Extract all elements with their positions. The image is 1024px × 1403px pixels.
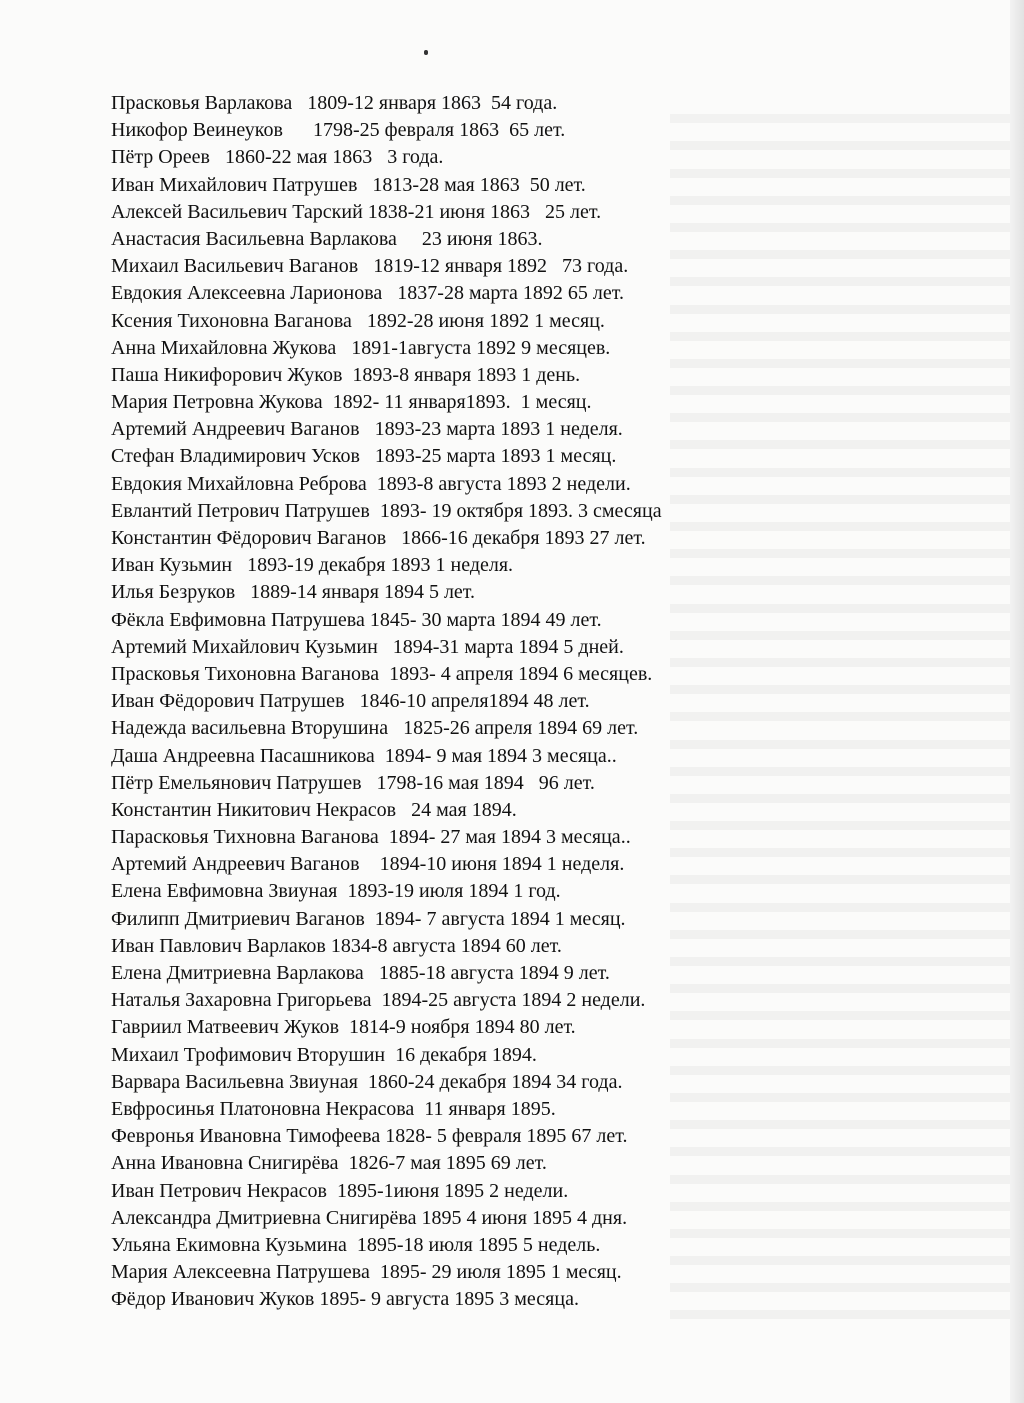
bleed-line (670, 150, 1010, 177)
record-line: Мария Петровна Жукова 1892- 11 января1893. 1 месяц. (111, 391, 592, 414)
bleed-line (670, 1075, 1010, 1102)
page-edge-shadow (1010, 0, 1024, 1403)
record-line: Евдокия Михайловна Реброва 1893-8 августа 1893 2 недели. (111, 472, 631, 495)
record-line: Иван Фёдорович Патрушев 1846-10 апреля1894 48 лет. (111, 690, 590, 713)
bleed-line (670, 1048, 1010, 1075)
bleed-line (670, 667, 1010, 694)
bleed-line (670, 884, 1010, 911)
record-line: Анастасия Васильевна Варлакова 23 июня 1863. (111, 227, 543, 250)
bleed-line (670, 205, 1010, 232)
record-line: Парасковья Тихновна Ваганова 1894- 27 мая 1894 3 месяца.. (111, 826, 631, 849)
bleed-line (670, 1102, 1010, 1129)
bleed-line (670, 259, 1010, 286)
record-line: Прасковья Тихоновна Ваганова 1893- 4 апреля 1894 6 месяцев. (111, 662, 653, 685)
bleed-line (670, 776, 1010, 803)
record-line: Анна Ивановна Снигирёва 1826-7 мая 1895 69 лет. (111, 1152, 547, 1175)
record-line: Паша Никифорович Жуков 1893-8 января 1893 1 день. (111, 363, 581, 386)
bleed-line (670, 830, 1010, 857)
record-line: Ульяна Екимовна Кузьмина 1895-18 июля 1895 5 недель. (111, 1233, 601, 1256)
bleed-line (670, 368, 1010, 395)
record-line: Михаил Трофимович Вторушин 16 декабря 1894. (111, 1043, 537, 1066)
bleed-line (670, 857, 1010, 884)
bleed-line (670, 232, 1010, 259)
bleed-line (670, 286, 1010, 313)
bleed-line (670, 640, 1010, 667)
bleed-line (670, 531, 1010, 558)
record-line: Елена Евфимовна Звиуная 1893-19 июля 1894 1 год. (111, 880, 561, 903)
ink-dot (424, 50, 428, 55)
bleed-line (670, 422, 1010, 449)
record-line: Артемий Андреевич Ваганов 1894-10 июня 1894 1 неделя. (111, 853, 625, 876)
record-line: Пётр Емельянович Патрушев 1798-16 мая 1894 96 лет. (111, 771, 595, 794)
record-line: Стефан Владимирович Усков 1893-25 марта 1893 1 месяц. (111, 445, 617, 468)
record-line: Иван Петрович Некрасов 1895-1июня 1895 2 недели. (111, 1179, 569, 1202)
record-line: Никофор Веинеуков 1798-25 февраля 1863 65 лет. (111, 119, 566, 142)
bleed-line (670, 477, 1010, 504)
bleed-line (670, 1020, 1010, 1047)
record-line: Наталья Захаровна Григорьева 1894-25 августа 1894 2 недели. (111, 989, 646, 1012)
bleed-line (670, 585, 1010, 612)
record-line: Евлантий Петрович Патрушев 1893- 19 октября 1893. 3 смесяца (111, 499, 662, 522)
bleed-line (670, 558, 1010, 585)
bleed-line (670, 178, 1010, 205)
record-line: Надежда васильевна Вторушина 1825-26 апреля 1894 69 лет. (111, 717, 639, 740)
record-line: Иван Михайлович Патрушев 1813-28 мая 1863 50 лет. (111, 173, 586, 196)
record-line: Константин Фёдорович Ваганов 1866-16 декабря 1893 27 лет. (111, 527, 646, 549)
bleed-line (670, 694, 1010, 721)
bleed-line (670, 1211, 1010, 1238)
bleed-line (670, 1156, 1010, 1183)
bleed-line (670, 341, 1010, 368)
bleed-line (670, 449, 1010, 476)
record-line: Мария Алексеевна Патрушева 1895- 29 июля 1895 1 месяц. (111, 1261, 622, 1284)
record-line: Анна Михайловна Жукова 1891-1августа 1892 9 месяцев. (111, 336, 611, 359)
bleed-line (670, 1238, 1010, 1265)
bleed-line (670, 395, 1010, 422)
bleed-line (670, 721, 1010, 748)
bleed-line (670, 912, 1010, 939)
record-line: Филипп Дмитриевич Ваганов 1894- 7 августа 1894 1 месяц. (111, 907, 626, 930)
record-line: Варвара Васильевна Звиуная 1860-24 декабря 1894 34 года. (111, 1070, 623, 1093)
record-line: Алексей Васильевич Тарский 1838-21 июня 1863 25 лет. (111, 200, 602, 223)
bleed-line (670, 993, 1010, 1020)
record-line: Михаил Васильевич Ваганов 1819-12 января 1892 73 года. (111, 255, 629, 278)
record-line: Константин Никитович Некрасов 24 мая 1894. (111, 798, 517, 821)
record-line: Пётр Ореев 1860-22 мая 1863 3 года. (111, 146, 444, 169)
record-line: Гавриил Матвеевич Жуков 1814-9 ноября 1894 80 лет. (111, 1016, 576, 1039)
record-line: Иван Кузьмин 1893-19 декабря 1893 1 неделя. (111, 554, 514, 577)
record-line: Илья Безруков 1889-14 января 1894 5 лет. (111, 581, 476, 604)
bleed-line (670, 803, 1010, 830)
bleed-line (670, 749, 1010, 776)
bleed-line (670, 96, 1010, 123)
record-line: Ксения Тихоновна Ваганова 1892-28 июня 1892 1 месяц. (111, 309, 605, 332)
bleed-line (670, 123, 1010, 150)
burial-record-list (111, 90, 662, 1313)
bleed-line (670, 939, 1010, 966)
record-line: Фёдор Иванович Жуков 1895- 9 августа 1895 3 месяца. (111, 1288, 579, 1311)
bleed-through-text (670, 96, 1010, 1316)
bleed-line (670, 1129, 1010, 1156)
record-line: Даша Андреевна Пасашникова 1894- 9 мая 1894 3 месяца.. (111, 744, 617, 767)
bleed-line (670, 613, 1010, 640)
record-line: Артемий Андреевич Ваганов 1893-23 марта 1893 1 неделя. (111, 418, 623, 441)
bleed-line (670, 1184, 1010, 1211)
bleed-line (670, 1265, 1010, 1292)
record-line: Евфросинья Платоновна Некрасова 11 января 1895. (111, 1097, 556, 1120)
bleed-line (670, 314, 1010, 341)
bleed-line (670, 504, 1010, 531)
record-line: Евдокия Алексеевна Ларионова 1837-28 марта 1892 65 лет. (111, 282, 625, 305)
record-line: Елена Дмитриевна Варлакова 1885-18 августа 1894 9 лет. (111, 962, 610, 984)
record-line: Артемий Михайлович Кузьмин 1894-31 марта 1894 5 дней. (111, 635, 624, 658)
record-line: Иван Павлович Варлаков 1834-8 августа 1894 60 лет. (111, 934, 562, 957)
record-line: Прасковья Варлакова 1809-12 января 1863 54 года. (111, 92, 558, 114)
bleed-line (670, 966, 1010, 993)
record-line: Февронья Ивановна Тимофеева 1828- 5 февраля 1895 67 лет. (111, 1125, 628, 1148)
record-line: Александра Дмитриевна Снигирёва 1895 4 июня 1895 4 дня. (111, 1206, 628, 1229)
record-line: Фёкла Евфимовна Патрушева 1845- 30 марта 1894 49 лет. (111, 608, 602, 631)
bleed-line (670, 1292, 1010, 1319)
